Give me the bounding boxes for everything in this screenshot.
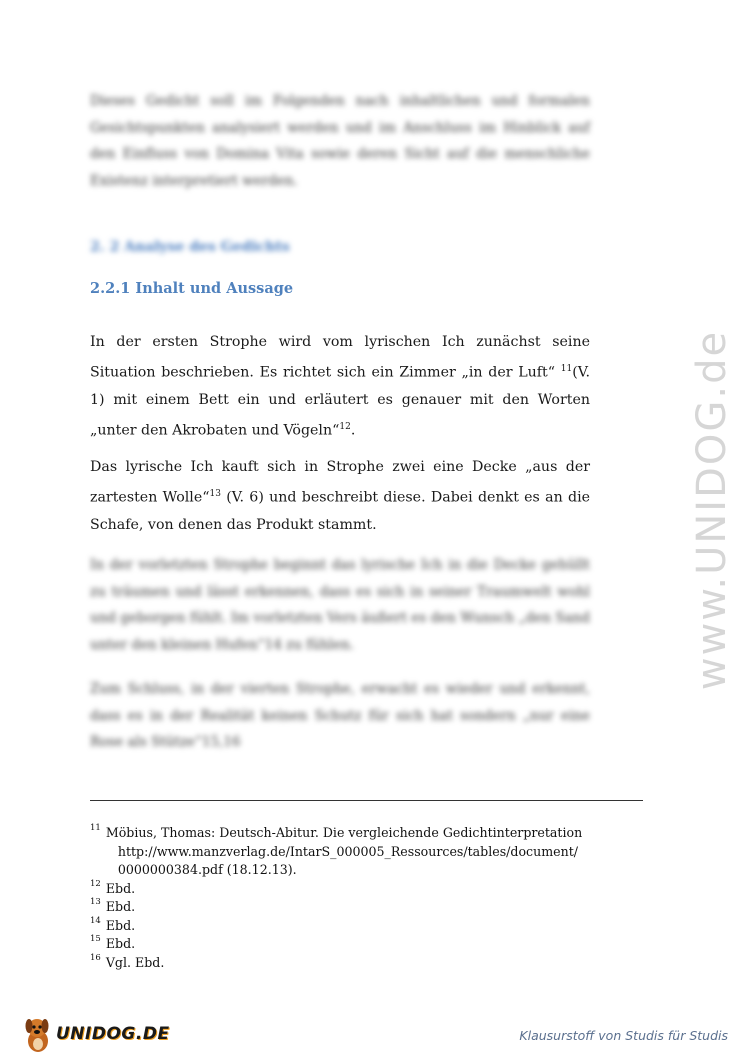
footnote-text: Ebd. [105,917,136,933]
logo-wordmark: UNIDOG.DE [56,1024,170,1044]
footnote-text: Ebd. [105,899,136,914]
section-heading: 2.2.1 Inhalt und Aussage [90,280,294,297]
footnote-text: Möbius, Thomas: Deutsch-Abitur. Die vergleichende Gedichtinterpretation [105,825,583,840]
footnote-number: 12 [90,878,101,889]
footnote-number: 13 [90,897,101,907]
footnote-item [90,935,650,954]
paragraph-second-stanza [90,454,590,539]
footnote-item [90,880,650,899]
paragraph1-text-c: . [350,422,356,439]
footnote-separator [90,800,643,801]
paragraph2-text-a: Das lyrische Ich kauft sich in Strophe zwei eine Decke „aus der zartesten Wolle“ [90,459,590,506]
footer-tagline: Klausurstoff von Studis für Studis [519,1028,728,1043]
footnote-text: Ebd. [105,936,136,951]
footnote-item [90,954,650,973]
unidog-logo[interactable] [22,1013,170,1055]
paragraph1-text-b: (V. 1) mit einem Bett ein und erläutert es genauer mit den Worten „unter den Akrobaten und Vögeln“ [90,364,590,439]
footnotes-list [90,824,650,972]
footnote-number: 14 [90,915,101,926]
paragraph1-text-a: In der ersten Strophe wird vom lyrischen Ich zunächst seine Situation beschrieben. Es richtet sich ein Zimmer „in der Luft“ [90,334,590,381]
footnote-ref-12[interactable]: 12 [339,421,351,432]
footnote-item [90,917,650,936]
blurred-paragraph-third-stanza: In der vorletzten Strophe beginnt das lyrische Ich in die Decke gehüllt zu träumen und lässt erkennen, dass es sich in seiner Traumwelt wohl und geborgen fühlt. Im vorletzten Vers äußert es den Wunsch „den Sand unter den kleinen Hufen“14 zu fühlen. [90,557,590,653]
blurred-intro-paragraph: Dieses Gedicht soll im Folgenden nach inhaltlichen und formalen Gesichtspunkten analysiert werden und im Anschluss im Hinblick auf den Einfluss von Domina Vita sowie deren Sicht auf die menschliche Existenz interpretiert werden. [90,93,590,189]
footnote-number: 11 [90,823,101,833]
blurred-section-heading: 2. 2 Analyse des Gedichts [90,239,290,255]
footnote-item [90,824,650,880]
footnote-text: Ebd. [105,880,136,896]
footnote-item [90,898,650,917]
footnote-url[interactable]: http://www.manzverlag.de/IntarS_000005_Ressources/tables/document/ [117,843,579,859]
footnote-number: 15 [90,934,101,944]
watermark-text: www.UNIDOG.de [689,329,735,691]
footnote-url-continued[interactable]: 0000000384.pdf (18.12.13). [117,862,297,877]
dog-mascot-icon [22,1014,54,1054]
footnote-text: Vgl. Ebd. [105,954,165,970]
footnote-ref-13[interactable]: 13 [209,489,221,499]
blurred-paragraph-fourth-stanza: Zum Schluss, in der vierten Strophe, erwacht es wieder und erkennt, dass es in der Realität keinen Schutz für sich hat sondern „nur eine Rose als Stütze“15,16 [90,681,590,750]
paragraph-first-stanza [90,329,590,444]
footnote-ref-11[interactable]: 11 [560,364,573,374]
footnote-number: 16 [90,952,101,963]
paragraph2-text-b: (V. 6) und beschreibt diese. Dabei denkt es an die Schafe, von denen das Produkt stammt. [90,489,590,533]
